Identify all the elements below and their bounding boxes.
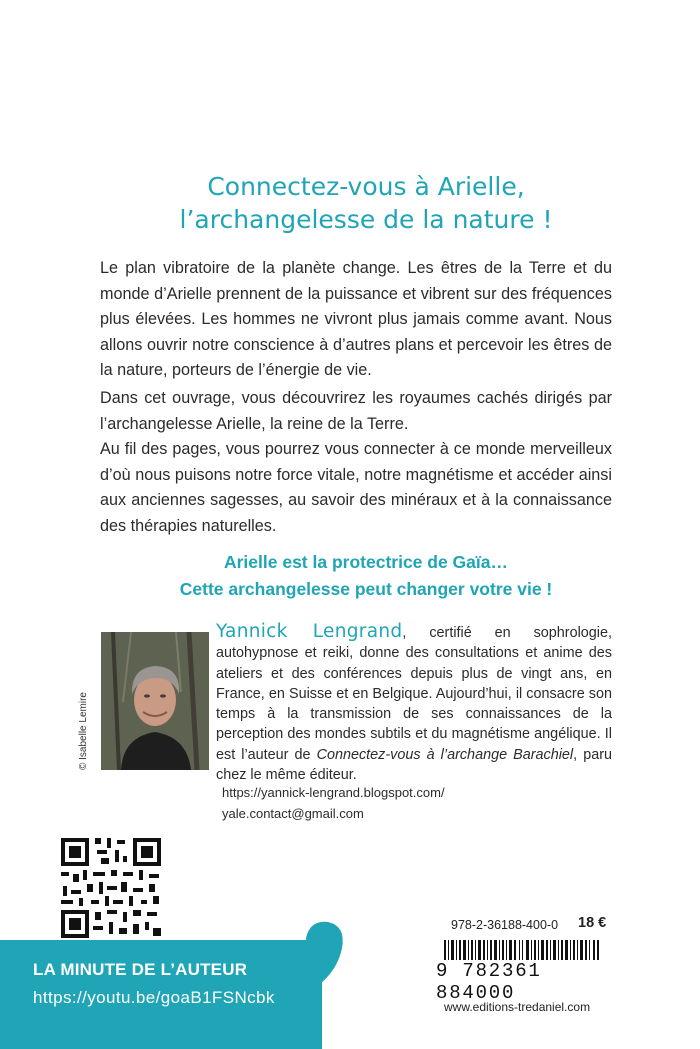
paragraph-intro: Le plan vibratoire de la planète change. Les êtres de la Terre et du monde d’Arielle prennent de la puissance et vibrent sur des fréquences plus élevées. Les hommes ne vivront plus jamais comme avant. Nous allons ouvrir notre conscience à d’autres plans et percevoir les êtres de la nature, porteurs de l’énergie de vie. — [100, 259, 612, 379]
paragraph-pages: Au fil des pages, vous pourrez vous connecter à ce monde merveilleux d’où nous puisons notre force vitale, notre magnétisme et accéder ainsi aux anciennes sagesses, au savoir des minéraux et à la connaissance des thérapies naturelles. — [100, 440, 612, 535]
price-label: 18 € — [578, 915, 607, 931]
banner-title: LA MINUTE DE L’AUTEUR — [33, 960, 248, 979]
paragraph-book: Dans cet ouvrage, vous découvrirez les royaumes cachés dirigés par l’archangelesse Arielle, la reine de la Terre. — [100, 389, 612, 433]
tagline-line-2: Cette archangelesse peut changer votre vie ! — [179, 579, 553, 599]
barcode-digits: 9 782361 884000 — [436, 960, 606, 1004]
isbn-label: 978-2-36188-400-0 — [451, 918, 559, 932]
author-bio-part-1: , certifié en sophrologie, autohypnose et reiki, donne des consultations et anime des ateliers et des conférences depuis plus de vingt ans, en France, en Suisse et en Belgique. Aujourd’hui, il consacre son temps à la transmission de ses connaissances de la perception des mondes subtils et du magnétisme angélique. Il est l’auteur de — [216, 625, 612, 763]
heading-line-2: l’archangelesse de la nature ! — [179, 205, 553, 234]
heading-line-1: Connectez-vous à Arielle, — [207, 172, 525, 201]
author-portrait-illustration — [101, 632, 209, 770]
qr-code[interactable] — [57, 834, 165, 942]
tagline — [100, 549, 632, 603]
author-book-title: Connectez-vous à l’archange Barachiel — [316, 746, 574, 763]
qr-code-graphic — [57, 834, 165, 942]
author-photo — [101, 632, 209, 770]
publisher-website[interactable]: www.editions-tredaniel.com — [444, 1000, 591, 1014]
author-email-link[interactable]: yale.contact@gmail.com — [222, 806, 364, 821]
banner-video-link[interactable]: https://youtu.be/goaB1FSNcbk — [33, 988, 275, 1007]
author-bio — [216, 622, 612, 785]
author-name: Yannick Lengrand — [216, 621, 403, 642]
photo-credit: © Isabelle Lemire — [78, 692, 89, 770]
cover-heading — [100, 170, 632, 236]
author-bio-part-2: , paru chez le même éditeur. — [216, 746, 612, 784]
author-blog-link[interactable]: https://yannick-lengrand.blogspot.com/ — [222, 785, 445, 800]
tagline-line-1: Arielle est la protectrice de Gaïa… — [223, 552, 508, 572]
comma-shape-icon — [300, 918, 348, 998]
